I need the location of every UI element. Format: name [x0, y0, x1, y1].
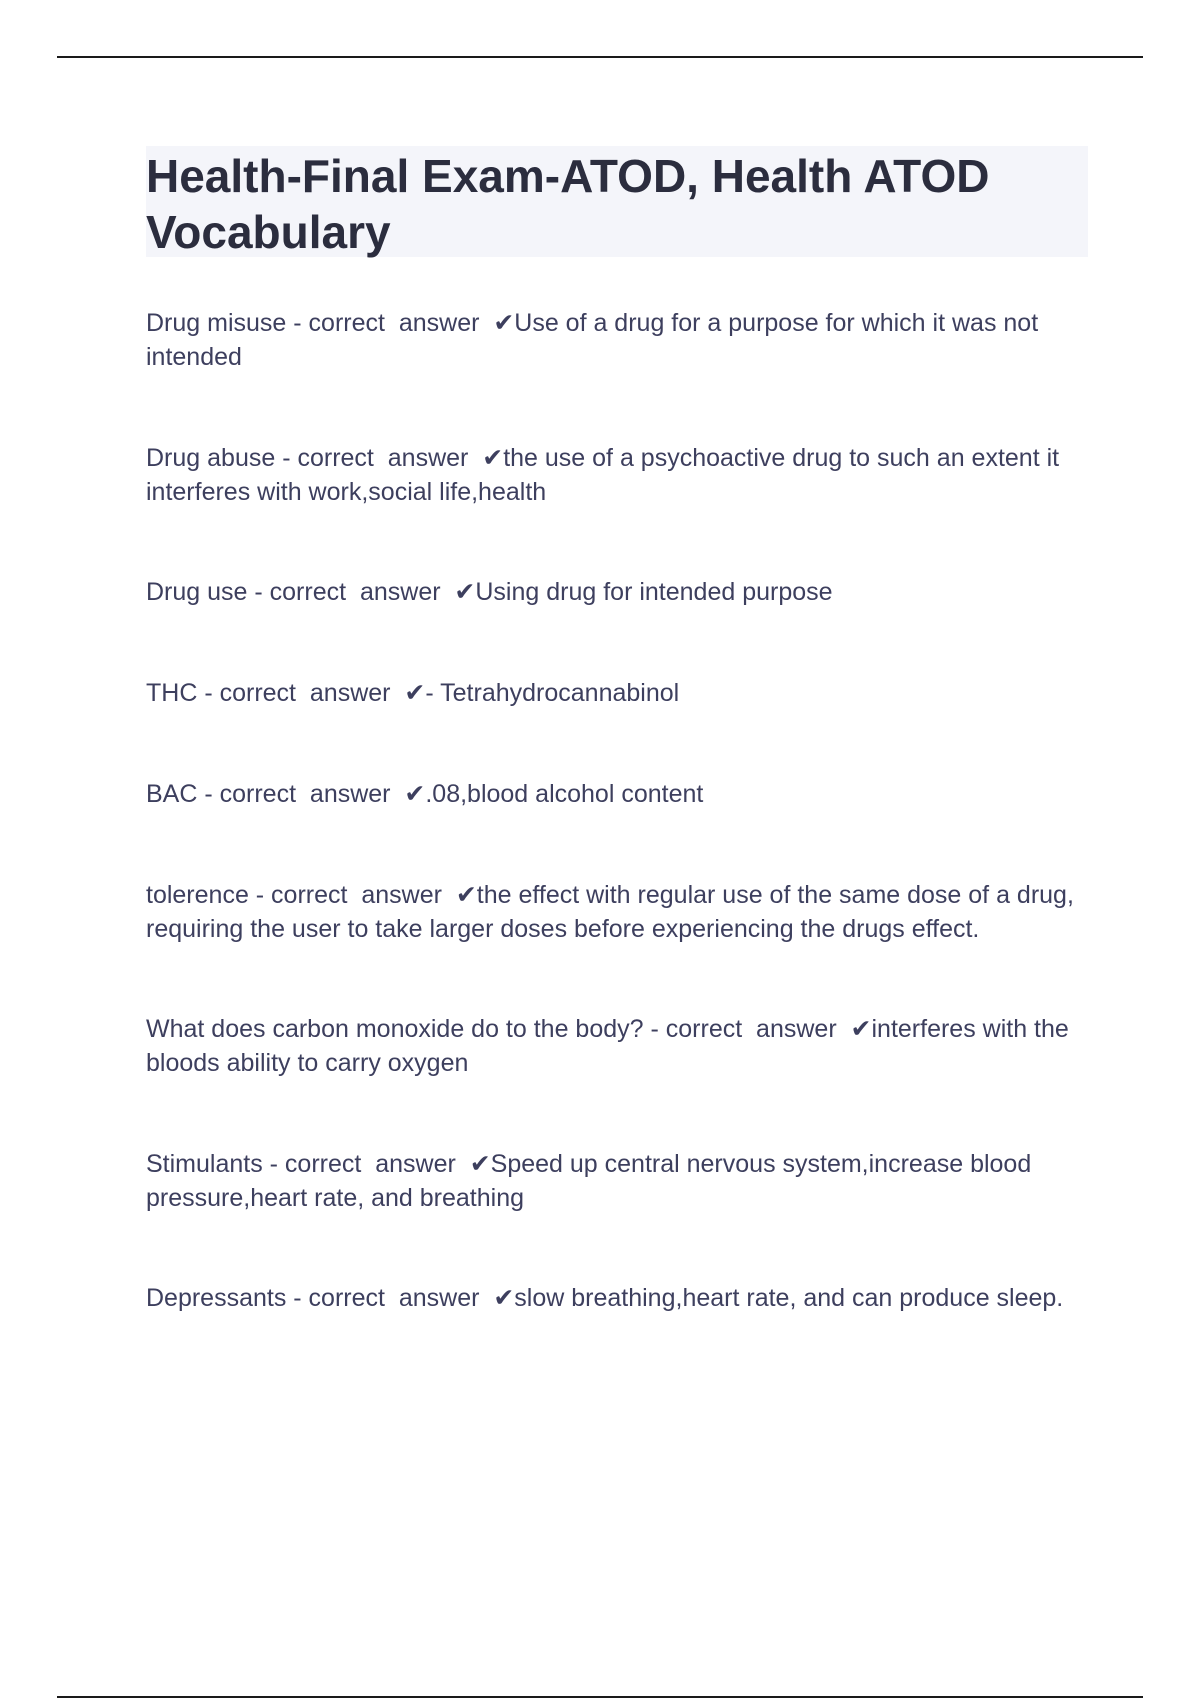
list-item-drug-abuse: Drug abuse - correct answer ✔the use of a psychoactive drug to such an extent it interferes with work,social life,health: [146, 444, 1067, 506]
vocabulary-list: [146, 306, 1096, 1315]
page-bottom-rule: [57, 1696, 1143, 1698]
page-top-rule: [57, 56, 1143, 58]
list-item-bac: BAC - correct answer ✔.08,blood alcohol content: [146, 780, 704, 808]
list-item-drug-use: Drug use - correct answer ✔Using drug for intended purpose: [146, 578, 833, 606]
list-item-depressants: Depressants - correct answer ✔slow breathing,heart rate, and can produce sleep.: [146, 1284, 1064, 1312]
document-title: Health-Final Exam-ATOD, Health ATOD Vocabulary: [146, 150, 990, 258]
list-item-carbon-monoxide: What does carbon monoxide do to the body? - correct answer ✔interferes with the bloods ability to carry oxygen: [146, 1015, 1076, 1077]
list-item-drug-misuse: Drug misuse - correct answer ✔Use of a drug for a purpose for which it was not intended: [146, 309, 1046, 371]
title-banner: [146, 146, 1088, 257]
list-item-stimulants: Stimulants - correct answer ✔Speed up central nervous system,increase blood pressure,heart rate, and breathing: [146, 1150, 1039, 1212]
list-item-tolerence: tolerence - correct answer ✔the effect with regular use of the same dose of a drug, requiring the user to take larger doses before experiencing the drugs effect.: [146, 881, 1081, 943]
list-item-thc: THC - correct answer ✔- Tetrahydrocannabinol: [146, 679, 680, 707]
